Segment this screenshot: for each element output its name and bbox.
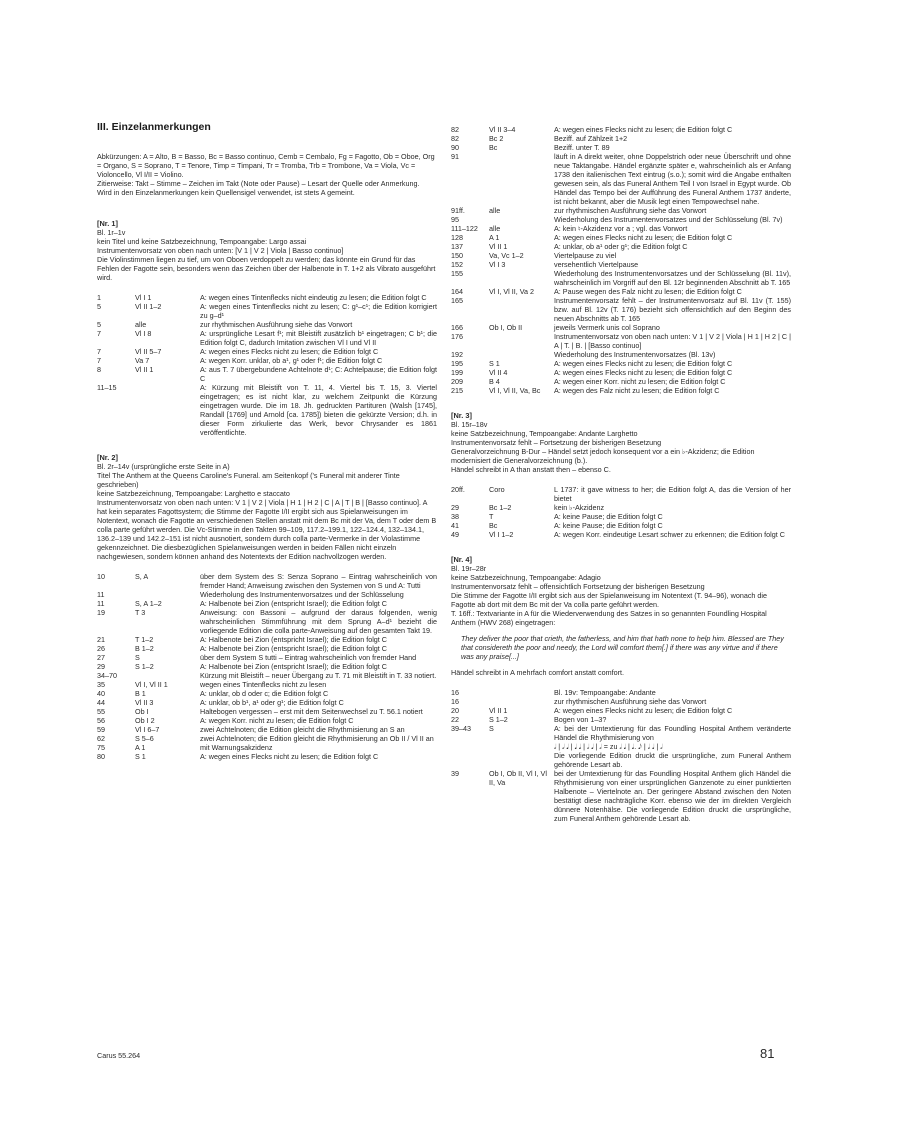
- note-bar: 26: [97, 644, 105, 653]
- note-part: [489, 688, 554, 697]
- note-text: über dem System S tutti – Eintrag wahrscheinlich von fremder Hand: [200, 653, 417, 662]
- note-text: Viertelpause zu viel: [554, 251, 617, 260]
- note-text: A: wegen eines Flecks nicht zu lesen; die Edition folgt C: [554, 233, 733, 242]
- note-text: A: aus T. 7 übergebundene Achtelnote d¹; C: Achtelpause; die Edition folgt C: [200, 365, 437, 383]
- note-part: A 1: [135, 743, 146, 752]
- note-bar: 40: [97, 689, 105, 698]
- note-text: Wiederholung des Instrumentenvorsatzes und der Schlüsselung: [200, 590, 404, 599]
- note-part: Bc 2: [489, 134, 504, 143]
- note-row: [97, 725, 437, 734]
- note-text: zur rhythmischen Ausführung siehe das Vorwort: [554, 206, 707, 215]
- note-part: S, A: [135, 572, 149, 581]
- nr2-line: Instrumentenvorsatz von oben nach unten: V 1 | V 2 | Viola | H 1 | H 2 | C | A | T | B | [Basso continuo]. A hat kein separates Fagottsystem; die Stimme der Fagotte I/II ergibt sich aus Spielanweisungen im Notentext, wonach die Fagotte an verschiedenen Stellen anstatt mit dem Bc mit der Va, dem T oder dem B colla parte geführt werden. Die Vc-Stimme in den Takten 99–109, 117.2–199.1, 122–124.4, 132–134.1, 136.2–139 und 142.2–151 ist nicht ausnotiert, sondern durch colla parte-Vermerke in der Violastimme gekennzeichnet. Die diesbezüglichen Spielanweisungen werden in beiden Fällen nicht einzeln nachgewiesen, sondern können anhand des Notentexts der Edition nachvollzogen werden.: [97, 498, 437, 561]
- note-part: Vl I, Vl II, Va, Bc: [489, 386, 541, 395]
- note-text: A: keine Pause; die Edition folgt C: [554, 512, 663, 521]
- note-row: [97, 347, 437, 356]
- nr4-notes: [451, 688, 791, 823]
- note-bar: 155: [451, 269, 463, 278]
- note-text: zwei Achtelnoten; die Edition gleicht die Rhythmisierung an S an: [200, 725, 405, 734]
- note-text: A: wegen eines Flecks nicht zu lesen; die Edition folgt C: [200, 752, 379, 761]
- note-bar: 34–70: [97, 671, 117, 680]
- note-part: Ob I: [135, 707, 149, 716]
- note-text: A: wegen Korr. unklar, ob a¹, g¹ oder f¹; die Edition folgt C: [200, 356, 383, 365]
- note-row: [97, 752, 437, 761]
- note-text: A: ursprüngliche Lesart f¹; mit Bleistift zusätzlich b¹ eingetragen; C b¹; die Edition folgt C, dadurch Imitation zwischen Vl I und Vl II: [200, 329, 437, 347]
- nr2-line: Bl. 2r–14v (ursprüngliche erste Seite in A): [97, 462, 230, 471]
- note-part: Ob I 2: [135, 716, 155, 725]
- note-row: [451, 715, 791, 724]
- nr3-line: Instrumentenvorsatz fehlt – Fortsetzung der bisherigen Besetzung: [451, 438, 662, 447]
- note-bar: 55: [97, 707, 105, 716]
- nr1-line: kein Titel und keine Satzbezeichnung, Tempoangabe: Largo assai: [97, 237, 307, 246]
- note-part: Vl II 4: [489, 368, 508, 377]
- note-part: [489, 697, 554, 706]
- note-text: über dem System des S: Senza Soprano – Eintrag wahrscheinlich von fremder Hand; Anweisung zwischen den Systemen von S und A: Tutti: [200, 572, 437, 590]
- note-part: [489, 751, 554, 769]
- note-text: A: kein ♮-Akzidenz vor a ; vgl. das Vorwort: [554, 224, 688, 233]
- note-part: [489, 742, 554, 751]
- note-row: [97, 734, 437, 743]
- note-row: [451, 260, 791, 269]
- note-text: Die vorliegende Edition druckt die ursprüngliche, zum Funeral Anthem gehörende Lesart ab.: [554, 751, 791, 770]
- note-part: Vl I, Vl II 1: [135, 680, 168, 689]
- note-part: T 3: [135, 608, 146, 617]
- note-bar: 5: [97, 320, 101, 329]
- note-row: [97, 662, 437, 671]
- note-bar: 7: [97, 347, 101, 356]
- note-bar: 90: [451, 143, 459, 152]
- note-part: T 1–2: [135, 635, 154, 644]
- note-bar: 215: [451, 386, 463, 395]
- nr4-line: Die Stimme der Fagotte I/II ergibt sich aus der Spielanweisung im Notentext (T. 94–96), wonach die Fagotte ab dort mit dem Bc mit der Va colla parte geführt werden.: [451, 591, 768, 609]
- note-text: zur rhythmischen Ausführung siehe das Vorwort: [554, 697, 707, 707]
- note-part: Vl I 8: [135, 329, 152, 338]
- note-text: A: unklar, ob a¹ oder g¹; die Edition folgt C: [554, 242, 688, 251]
- nr4-line: keine Satzbezeichnung, Tempoangabe: Adagio: [451, 573, 601, 582]
- nr2-notes-continued: [451, 125, 791, 395]
- note-bar: 192: [451, 350, 463, 359]
- note-row: [451, 706, 791, 715]
- note-row: [451, 143, 791, 152]
- note-row: [97, 689, 437, 698]
- note-text: Bogen von 1–3?: [554, 715, 607, 725]
- note-bar: 128: [451, 233, 463, 242]
- note-row: [451, 287, 791, 296]
- note-bar: 111–122: [451, 224, 478, 233]
- note-text: A: Halbenote bei Zion (entspricht Israel); die Edition folgt C: [200, 644, 387, 653]
- note-row: [97, 698, 437, 707]
- note-part: Vl I, Vl II, Va 2: [489, 287, 535, 296]
- note-text: versehentlich Viertelpause: [554, 260, 639, 269]
- note-row: [97, 707, 437, 716]
- note-text: mit Warnungsakzidenz: [200, 743, 273, 752]
- note-bar: 137: [451, 242, 463, 251]
- section-title: III. Einzelanmerkungen: [97, 121, 211, 133]
- note-text: Wiederholung des Instrumentenvorsatzes (Bl. 13v): [554, 350, 716, 359]
- note-bar: 21: [97, 635, 105, 644]
- note-part: alle: [135, 320, 147, 329]
- note-row: [451, 512, 791, 521]
- note-row: [451, 215, 791, 224]
- note-row: [451, 769, 791, 823]
- note-row: [451, 377, 791, 386]
- note-part: S: [135, 653, 140, 662]
- note-row: [97, 716, 437, 725]
- note-bar: 20ff.: [451, 485, 465, 494]
- note-bar: 62: [97, 734, 105, 743]
- note-row: [97, 293, 437, 302]
- note-part: S 1: [489, 359, 500, 368]
- note-text: A: unklar, ob b¹, a¹ oder g¹; die Edition folgt C: [200, 698, 344, 707]
- note-text: kein ♭-Akzidenz: [554, 503, 605, 512]
- note-row: [97, 671, 437, 680]
- note-row: [451, 742, 791, 751]
- note-text: A: keine Pause; die Edition folgt C: [554, 521, 663, 530]
- note-text: A: wegen eines Flecks nicht zu lesen; die Edition folgt C: [554, 359, 733, 368]
- note-text: Beziff. unter T. 89: [554, 143, 610, 152]
- note-part: Vl II 1: [489, 242, 508, 251]
- note-row: [97, 356, 437, 365]
- note-row: [97, 365, 437, 383]
- note-text: A: unklar, ob d oder c; die Edition folgt C: [200, 689, 329, 698]
- note-row: [97, 590, 437, 599]
- nr2-heading: [Nr. 2]: [97, 453, 118, 462]
- note-bar: 39: [451, 769, 459, 779]
- note-row: [97, 572, 437, 590]
- nr4-line: Instrumentenvorsatz fehlt – offensichtlich Fortsetzung der bisherigen Besetzung: [451, 582, 705, 591]
- nr4-heading: [Nr. 4]: [451, 555, 472, 564]
- note-part: A 1: [489, 233, 500, 242]
- note-row: [451, 152, 791, 206]
- note-row: [97, 644, 437, 653]
- note-text: zwei Achtelnoten; die Edition gleicht die Rhythmisierung an Ob II / Vl II an: [200, 734, 434, 743]
- catalog-number: Carus 55.264: [97, 1051, 141, 1060]
- note-row: [451, 697, 791, 706]
- note-row: [97, 653, 437, 662]
- note-text: A: wegen eines Tintenflecks nicht eindeutig zu lesen; die Edition folgt C: [200, 293, 427, 302]
- note-part: B 1: [135, 689, 146, 698]
- note-part: [489, 350, 554, 359]
- note-part: Vl II 1–2: [135, 302, 162, 311]
- note-part: [489, 269, 554, 287]
- note-part: S 1: [135, 752, 146, 761]
- note-bar: 152: [451, 260, 463, 269]
- note-bar: 16: [451, 688, 459, 698]
- note-part: [489, 296, 554, 323]
- note-text: bei der Umtextierung für das Foundling Hospital Anthem glich Händel die Rhythmisierung von einer ursprünglichen Ganzenote zu einer punktierten Halbenote – Viertelnote an. Der geringere Abstand zwischen den Noten bestätigt diese nachträgliche Korr. ebenso wie der im direkten Vergleich dünnere Notenhälse. Die vorliegende Edition druckt die ursprüngliche, zum Funeral Anthem gehörende Lesart ab.: [554, 769, 791, 824]
- note-text: Anweisung: con Bassoni – aufgrund der daraus folgenden, wenig wahrscheinlichen Stimmführung mit dem Sprung A–d¹ bezieht die vorliegende Edition die colla parte-Anweisung auf den gesamten Takt 19.: [200, 608, 437, 635]
- note-row: [451, 134, 791, 143]
- nr1-line: Die Violinstimmen liegen zu tief, um von Oboen verdoppelt zu werden; das könnte ein Grund für das Fehlen der Fagotte sein, besonders wenn das Zeichen über der Halbenote in T. 1+2 als Vibrato ausgeführt wird.: [97, 255, 436, 282]
- note-part: alle: [489, 224, 501, 233]
- note-part: T: [489, 512, 494, 521]
- note-text: A: bei der Umtextierung für das Foundling Hospital Anthem veränderte Händel die Rhythmisierung von: [554, 724, 791, 743]
- note-text: A: Pause wegen des Falz nicht zu lesen; die Edition folgt C: [554, 287, 742, 296]
- note-row: [451, 521, 791, 530]
- note-bar: 44: [97, 698, 105, 707]
- note-bar: 166: [451, 323, 463, 332]
- note-part: alle: [489, 206, 501, 215]
- note-text: Instrumentenvorsatz fehlt – der Instrumentenvorsatz auf Bl. 11v (T. 155) bzw. auf Bl. 12v (T. 176) bezieht sich offensichtlich auf den Beginn des neuen Abschnitts ab T. 165: [554, 296, 791, 323]
- note-text: Beziff. auf Zählzeit 1+2: [554, 134, 628, 143]
- note-bar: 22: [451, 715, 459, 725]
- note-row: [451, 125, 791, 134]
- note-part: Va 7: [135, 356, 150, 365]
- note-bar: 29: [451, 503, 459, 512]
- note-bar: 27: [97, 653, 105, 662]
- note-text: Wiederholung des Instrumentenvorsatzes und der Schlüsselung (Bl. 11v), wahrscheinlich im Vorgriff auf den Bl. 12r beginnenden Abschnitt ab T. 165: [554, 269, 791, 287]
- note-row: [451, 224, 791, 233]
- note-row: [451, 206, 791, 215]
- nr1-line: Bl. 1r–1v: [97, 228, 126, 237]
- note-row: [451, 688, 791, 697]
- note-bar: 29: [97, 662, 105, 671]
- note-row: [451, 751, 791, 769]
- nr4-after: Händel schreibt in A mehrfach comfort anstatt comfort.: [451, 668, 624, 678]
- note-bar: 35: [97, 680, 105, 689]
- note-bar: 195: [451, 359, 463, 368]
- note-text: A: Halbenote bei Zion (entspricht Israel); die Edition folgt C: [200, 635, 387, 644]
- note-part: S 5–6: [135, 734, 154, 743]
- note-bar: 82: [451, 134, 459, 143]
- note-part: Bc: [489, 143, 498, 152]
- nr3-notes: [451, 485, 791, 539]
- note-bar: 7: [97, 356, 101, 365]
- note-text: Instrumentenvorsatz von oben nach unten: V 1 | V 2 | Viola | H 1 | H 2 | C | A | T. | B. | [Basso continuo]: [554, 332, 791, 350]
- note-part: Bc: [489, 521, 498, 530]
- intro-abbreviations: Abkürzungen: A = Alto, B = Basso, Bc = Basso continuo, Cemb = Cembalo, Fg = Fagotto, Ob = Oboe, Org = Organo, S = Soprano, T = Tenore, Timp = Timpani, Tr = Tromba, Trb = Trombone, Va = Viola, Vc = Violoncello, Vl I/II = Violino.: [97, 152, 435, 179]
- note-row: [97, 302, 437, 320]
- nr1-heading: [Nr. 1]: [97, 219, 118, 228]
- note-bar: 164: [451, 287, 463, 296]
- note-part: B 4: [489, 377, 500, 386]
- nr1-line: Instrumentenvorsatz von oben nach unten: [V 1 | V 2 | Viola | Basso continuo]: [97, 246, 344, 255]
- note-part: Vl I 1: [135, 293, 152, 302]
- note-part: Vl I 3: [489, 260, 506, 269]
- note-text: A: wegen des Falz nicht zu lesen; die Edition folgt C: [554, 386, 720, 395]
- note-row: [97, 383, 437, 437]
- note-row: [451, 233, 791, 242]
- note-bar: 5: [97, 302, 101, 311]
- nr3-line: Händel schreibt in A than anstatt then – ebenso C.: [451, 465, 611, 474]
- note-part: Vl II 3–4: [489, 125, 516, 134]
- note-row: [97, 608, 437, 635]
- note-text: A: wegen eines Tintenflecks nicht zu lesen; C: g¹–c¹; die Edition korrigiert zu g–d¹: [200, 302, 437, 320]
- note-bar: 80: [97, 752, 105, 761]
- note-text: A: wegen Korr. nicht zu lesen; die Edition folgt C: [200, 716, 354, 725]
- note-text: A: wegen eines Flecks nicht zu lesen; die Edition folgt C: [554, 706, 733, 716]
- note-row: [451, 350, 791, 359]
- nr2-line: Titel The Anthem at the Queens Caroline's Funeral. am Seitenkopf ('s Funeral mit anderer Tinte geschrieben): [97, 471, 400, 489]
- note-bar: 59: [97, 725, 105, 734]
- note-text: zur rhythmischen Ausführung siehe das Vorwort: [200, 320, 353, 329]
- note-part: S 1–2: [489, 715, 508, 725]
- nr2-line: keine Satzbezeichnung, Tempoangabe: Larghetto e staccato: [97, 489, 290, 498]
- note-bar: 10: [97, 572, 105, 581]
- note-part: Vl II 1: [489, 706, 508, 716]
- note-text: A: wegen eines Flecks nicht zu lesen; die Edition folgt C: [200, 347, 379, 356]
- note-bar: 56: [97, 716, 105, 725]
- note-part: Vl I 1–2: [489, 530, 514, 539]
- note-part: Ob I, Ob II, Vl I, Vl II, Va: [489, 769, 547, 788]
- note-bar: [451, 742, 489, 751]
- note-row: [97, 320, 437, 329]
- note-row: [451, 386, 791, 395]
- note-text: L 1737: it gave witness to her; die Edition folgt A, das die Version of her bietet: [554, 485, 791, 503]
- nr3-line: Generalvorzeichnung B-Dur – Händel setzt jedoch konsequent vor a ein ♭-Akzidenz; die Edition modernisiert die Generalvorzeichnung (b.).: [451, 447, 755, 465]
- note-bar: 82: [451, 125, 459, 134]
- note-text: A: Kürzung mit Bleistift von T. 11, 4. Viertel bis T. 15, 3. Viertel eingetragen; es ist nicht klar, zu welchem Zeitpunkt die Kürzung eingetragen wurde. Die im 18. Jh. gedruckten Partituren (Walsh [1745], Randall [1769] und Arnold [ca. 1785]) bieten die gekürzte Version; d.h. in dieser Form zirkulierte das Werk, bevor Chrysander es 1861 veröffentlichte.: [200, 383, 437, 437]
- note-bar: 199: [451, 368, 463, 377]
- nr3-heading: [Nr. 3]: [451, 411, 472, 420]
- note-text: A: wegen einer Korr. nicht zu lesen; die Edition folgt C: [554, 377, 726, 386]
- note-part: Ob I, Ob II: [489, 323, 523, 332]
- note-text: A: wegen eines Flecks nicht zu lesen; die Edition folgt C: [554, 368, 733, 377]
- note-bar: 8: [97, 365, 101, 374]
- note-bar: 91ff.: [451, 206, 465, 215]
- note-part: B 1–2: [135, 644, 154, 653]
- note-bar: 1: [97, 293, 101, 302]
- note-bar: 49: [451, 530, 459, 539]
- note-bar: 11: [97, 599, 105, 608]
- note-row: [451, 296, 791, 323]
- left-column: [97, 121, 437, 761]
- note-text: 𝅗𝅥 | 𝅗𝅥 𝅘𝅥 | 𝅘𝅥 𝅘𝅥 | 𝅗𝅥 𝅘𝅥 | 𝅗𝅥 = zu 𝅗𝅥 𝅘𝅥 | 𝅘𝅥. 𝅘𝅥𝅮 | 𝅗𝅥 𝅘𝅥 | 𝅗𝅥: [554, 742, 663, 752]
- note-row: [451, 323, 791, 332]
- note-bar: 7: [97, 329, 101, 338]
- note-row: [97, 329, 437, 347]
- note-text: jeweils Vermerk unis col Soprano: [554, 323, 660, 332]
- note-row: [451, 368, 791, 377]
- intro-source-note: Wird in den Einzelanmerkungen kein Quellensigel verwendet, ist stets A gemeint.: [97, 188, 355, 197]
- note-bar: 11: [97, 590, 105, 599]
- note-part: S: [489, 724, 494, 734]
- note-text: Haltebogen vergessen – erst mit dem Seitenwechsel zu T. 56.1 notiert: [200, 707, 423, 716]
- note-row: [451, 724, 791, 742]
- nr3-line: keine Satzbezeichnung, Tempoangabe: Andante Larghetto: [451, 429, 638, 438]
- note-bar: 150: [451, 251, 463, 260]
- note-bar: 165: [451, 296, 463, 305]
- note-text: Wiederholung des Instrumentenvorsatzes und der Schlüsselung (Bl. 7v): [554, 215, 783, 224]
- note-part: S, A 1–2: [135, 599, 162, 608]
- right-column: [451, 125, 791, 823]
- note-part: [489, 332, 554, 350]
- note-part: Vl I 6–7: [135, 725, 160, 734]
- note-part: [489, 215, 554, 224]
- note-part: [489, 152, 554, 206]
- page-number: 81: [760, 1046, 775, 1061]
- intro-citation: Zitierweise: Takt – Stimme – Zeichen im Takt (Note oder Pause) – Lesart der Quelle oder Anmerkung.: [97, 179, 420, 188]
- note-row: [451, 503, 791, 512]
- note-part: [135, 671, 200, 680]
- note-row: [451, 530, 791, 539]
- note-part: Coro: [489, 485, 505, 494]
- nr3-line: Bl. 15r–18v: [451, 420, 488, 429]
- note-text: A: wegen eines Flecks nicht zu lesen; die Edition folgt C: [554, 125, 733, 134]
- note-bar: 16: [451, 697, 459, 707]
- note-text: läuft in A direkt weiter, ohne Doppelstrich oder neue Überschrift und ohne neue Taktangabe. Händel ergänzte später e, wahrscheinlich als er Anfang 1738 den italienischen Text eintrug (s.o.); somit wird die Angabe enthalten gewesen sein, als das Funeral Anthem Teil I von Israel in Egypt wurde. Ob Händel das Tempo bei der Aufführung des Funeral Anthem 1737 änderte, ist nicht bekannt, aber die Musik legt einen Tempowechsel nahe.: [554, 152, 791, 206]
- note-bar: 75: [97, 743, 105, 752]
- note-row: [451, 359, 791, 368]
- note-part: [135, 383, 200, 437]
- nr2-notes: [97, 572, 437, 761]
- note-part: [135, 590, 200, 599]
- note-row: [451, 332, 791, 350]
- note-bar: 41: [451, 521, 459, 530]
- note-row: [451, 251, 791, 260]
- nr4-line: Bl. 19r–28r: [451, 564, 487, 573]
- nr4-line: T. 16ff.: Textvariante in A für die Wiederverwendung des Satzes in so genannten Foundling Hospital Anthem (HWV 268) eingetragen:: [451, 609, 767, 627]
- note-bar: 91: [451, 152, 459, 161]
- note-row: [97, 743, 437, 752]
- note-text: wegen eines Tintenflecks nicht zu lesen: [200, 680, 327, 689]
- note-bar: 95: [451, 215, 459, 224]
- note-bar: 19: [97, 608, 105, 617]
- note-text: Bl. 19v: Tempoangabe: Andante: [554, 688, 656, 698]
- note-text: A: wegen Korr. eindeutige Lesart schwer zu erkennen; die Edition folgt C: [554, 530, 785, 539]
- note-part: S 1–2: [135, 662, 154, 671]
- note-row: [451, 485, 791, 503]
- note-text: A: Halbenote bei Zion (entspricht Israel); die Edition folgt C: [200, 599, 387, 608]
- note-part: Vl II 5–7: [135, 347, 162, 356]
- note-row: [451, 269, 791, 287]
- nr1-notes: [97, 293, 437, 437]
- note-row: [97, 680, 437, 689]
- note-bar: 20: [451, 706, 459, 716]
- note-bar: 38: [451, 512, 459, 521]
- note-part: Vl II 3: [135, 698, 154, 707]
- note-row: [97, 635, 437, 644]
- note-row: [97, 599, 437, 608]
- note-part: Va, Vc 1–2: [489, 251, 524, 260]
- note-text: A: Halbenote bei Zion (entspricht Israel); die Edition folgt C: [200, 662, 387, 671]
- note-row: [451, 242, 791, 251]
- note-text: Kürzung mit Bleistift – neuer Übergang zu T. 71 mit Bleistift in T. 33 notiert.: [200, 671, 437, 680]
- note-bar: 11–15: [97, 383, 117, 392]
- note-bar: 176: [451, 332, 463, 341]
- note-bar: 209: [451, 377, 463, 386]
- note-part: Bc 1–2: [489, 503, 512, 512]
- note-part: Vl II 1: [135, 365, 154, 374]
- note-bar: 39–43: [451, 724, 471, 734]
- note-bar: [451, 751, 489, 769]
- nr4-quote: They deliver the poor that crieth, the fatherless, and him that hath none to help him. Blessed are They that considereth the poor and needy, the Lord will comfort them[.] if there was any virtue and if there was any praise[...]: [461, 634, 784, 662]
